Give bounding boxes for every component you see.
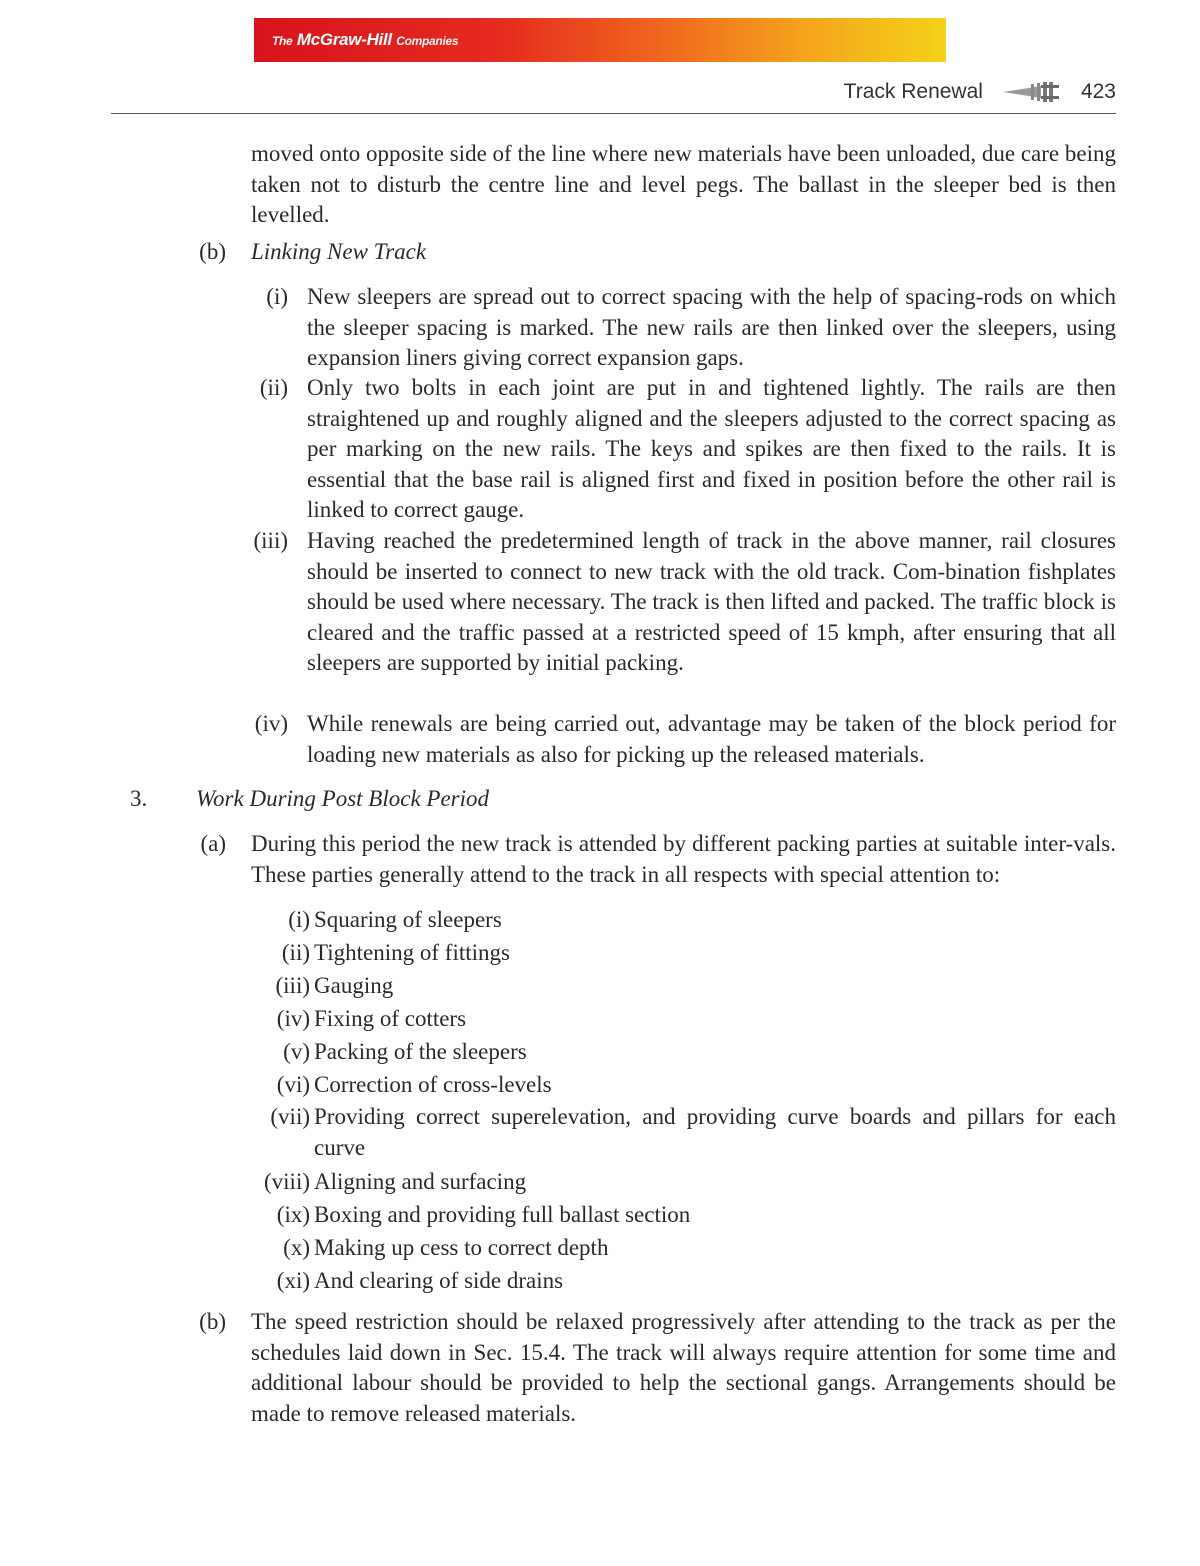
running-head (844, 78, 1116, 106)
sub-b-item-num: (iv) (254, 711, 288, 736)
header-rule (111, 113, 1116, 114)
sub-b-item-text: Having reached the predetermined length of track in the above manner, rail closures should be inserted to connect to new track with the old track. Com-bination fishplates should be used where necessary. The track is then lifted and packed. The traffic block is cleared and the traffic passed at a restricted speed of 15 kmph, after ensuring that all sleepers are supported by initial packing. (307, 528, 1116, 675)
attention-list (250, 903, 1116, 1297)
list-item: (vi) Correction of cross-levels (276, 1072, 552, 1097)
list-item: (iii) Gauging (275, 973, 394, 998)
section-3-a-text: During this period the new track is attended by different packing parties at suitable inter-vals. These parties generally attend to the track in all respects with special attention to: (251, 831, 1116, 887)
publisher-logo: The McGraw-Hill Companies (272, 30, 459, 49)
list-item: (ix) Boxing and providing full ballast section (276, 1202, 691, 1227)
publisher-banner (254, 18, 946, 62)
sub-b-item-num: (ii) (259, 375, 288, 400)
list-item: (iv) Fixing of cotters (276, 1006, 467, 1031)
sub-b-heading: Linking New Track (251, 239, 427, 264)
running-title: Track Renewal (843, 80, 983, 103)
sub-b-item-text: New sleepers are spread out to correct spacing with the help of spacing-rods on which the sleeper spacing is marked. The new rails are then linked over the sleepers, using expansion liners giving correct expansion gaps. (307, 284, 1116, 370)
sub-b-item-num: (i) (266, 284, 288, 309)
section-3-heading: Work During Post Block Period (196, 786, 490, 811)
list-item: (i) Squaring of sleepers (288, 907, 502, 932)
sub-b-label: (b) (199, 239, 226, 264)
list-item: (v) Packing of the sleepers (283, 1039, 527, 1064)
sub-b-item-text: Only two bolts in each joint are put in and tightened lightly. The rails are then straightened up and roughly aligned and the sleepers adjusted to the correct spacing as per marking on the new rails. The keys and spikes are then fixed to the rails. It is essential that the base rail is aligned first and fixed in position before the other rail is linked to correct gauge. (307, 375, 1116, 522)
list-item: (x) Making up cess to correct depth (283, 1235, 609, 1260)
section-3-number: 3. (130, 786, 148, 811)
list-item: (viii) Aligning and surfacing (264, 1169, 527, 1194)
section-3-b-text: The speed restriction should be relaxed progressively after attending to the track as per the schedules laid down in Sec. 15.4. The track will always require attention for some time and additional labour should be provided to help the sectional gangs. Arrangements should be made to remove released materials. (251, 1309, 1116, 1426)
section-3-b-label: (b) (199, 1309, 226, 1334)
list-item: (xi) And clearing of side drains (276, 1268, 564, 1293)
continuation-paragraph: moved onto opposite side of the line where new materials have been unloaded, due care being taken not to disturb the centre line and level pegs. The ballast in the sleeper bed is then levelled. (251, 141, 1116, 227)
list-item: (vii) Providing correct superelevation, and providing curve boards and pillars for each curve (270, 1104, 1116, 1160)
sub-b-item-num: (iii) (253, 528, 288, 553)
section-3-a-label: (a) (200, 831, 226, 856)
sub-b-item-text: While renewals are being carried out, advantage may be taken of the block period for loading new materials as also for picking up the released materials. (307, 711, 1116, 767)
page-number: 423 (1080, 80, 1116, 103)
rail-track-icon (1001, 81, 1063, 103)
list-item: (ii) Tightening of fittings (281, 940, 510, 965)
